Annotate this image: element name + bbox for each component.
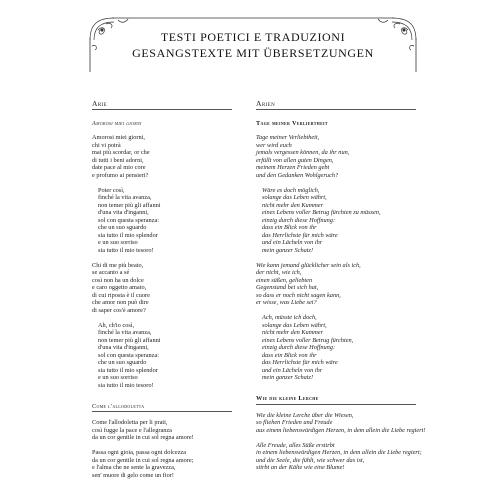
verse-line: d'una vita d'inganni, <box>98 209 149 216</box>
stanza <box>256 314 421 382</box>
section-heading-italian: Arie <box>92 100 232 110</box>
verse-line: e caro oggetto amato, <box>92 284 147 291</box>
verse-line: erfüllt von allen guten Dingen, <box>256 156 334 164</box>
verse-line: d'una vita d'inganni, <box>98 344 149 351</box>
verse-line: Chi di me più beato, <box>92 261 144 269</box>
verse-line: so fliehen Frieden und Freude <box>256 419 333 426</box>
verse-line: und die Seele, die fühlt, wie schwer das ist, <box>256 456 365 464</box>
stanza <box>92 187 242 255</box>
verse-line: Passa ogni gioia, passa ogni dolcezza <box>92 449 187 456</box>
verse-line: non temer più gli affanni <box>98 336 161 344</box>
verse-line: mai più scordar, or che <box>92 149 150 156</box>
verse-line: jemals vergessen können, da ihr nun, <box>256 149 350 156</box>
german-column <box>256 99 426 479</box>
stanza <box>92 262 242 315</box>
stanza <box>256 442 421 472</box>
verse-line: che un suo sguardo <box>98 224 147 231</box>
verse-line: solange das Leben währt, <box>262 321 327 329</box>
verse-line: wer wird euch <box>256 141 292 149</box>
verse-line: Poter così, <box>98 186 125 194</box>
verse-line: sia tutto il mio splendor <box>98 231 158 239</box>
verse-line: eines Lebens voller Betrug fürchten zu müssen, <box>262 209 381 216</box>
stanza <box>256 262 421 307</box>
verse-line: che amor non può dire <box>92 299 149 306</box>
italian-column <box>92 100 242 487</box>
verse-line: sol con questa speranza: <box>98 216 160 224</box>
song-title: Come l'allodoletta <box>92 403 232 413</box>
verse-line: das Herrlichste für mich wäre <box>262 359 338 366</box>
verse-line: dass ein Blick von ihr <box>262 224 317 231</box>
verse-line: und ein Lächeln von ihr <box>262 366 323 374</box>
verse-line: e profumo ai pensieri? <box>92 171 149 179</box>
song-title: Amorosi miei giorni <box>92 119 142 127</box>
verse-line: Wäre es doch möglich, <box>262 186 320 194</box>
verse-line: einen süßen, geliebten <box>256 276 313 284</box>
verse-line: das Herrlichste für mich wäre <box>262 231 338 239</box>
song-text <box>92 419 242 479</box>
verse-line: finché la vita avanza, <box>98 194 152 201</box>
verse-line: Alle Freude, alles Süße erstirbt <box>256 441 335 449</box>
verse-line: e un suo sorriso <box>98 239 138 246</box>
stanza <box>92 322 242 390</box>
verse-line: se accanto a sé <box>92 269 130 276</box>
verse-line: Gegenstand bei sich hat, <box>256 284 319 291</box>
stanza <box>256 187 421 255</box>
song-text <box>256 134 421 382</box>
verse-line: finché la vita avanza, <box>98 329 152 336</box>
song-text <box>92 134 242 389</box>
verse-line: einzig durch diese Hoffnung: <box>262 216 336 224</box>
song-title: Wie die kleine Lerche <box>256 395 416 405</box>
verse-line: Wie die kleine Lerche über die Wiesen, <box>256 411 354 419</box>
verse-line: Come l'allodoletta per li prati, <box>92 419 168 426</box>
stanza <box>92 134 242 179</box>
verse-line: der nicht, wie ich, <box>256 269 302 276</box>
verse-line: er wisse, was Liebe sei? <box>256 299 317 306</box>
verse-line: so dass er noch nicht sagen kann, <box>256 291 341 299</box>
verse-line: aus einem liebenswürdigen Herzen, in dem allein die Liebe regiert! <box>256 426 426 434</box>
verse-line: dass ein Blick von ihr <box>262 351 317 359</box>
verse-line: Wie kann jemand glücklicher sein als ich, <box>256 261 361 269</box>
verse-line: stirbt an der Kälte wie eine Blume! <box>256 464 345 471</box>
stanza <box>256 411 426 435</box>
header-frame <box>88 16 418 72</box>
verse-line: einzig durch diese Hoffnung: <box>262 344 336 351</box>
verse-line: Ah, ch'io così, <box>98 321 135 329</box>
verse-line: mein ganzer Schatz! <box>262 246 314 254</box>
verse-line: sia tutto il mio tesoro! <box>98 381 154 389</box>
stanza <box>92 449 242 479</box>
verse-line: chi vi potrà <box>92 141 121 149</box>
verse-line: und den Gedanken Wohlgeruch? <box>256 171 339 179</box>
verse-line: non temer più gli affanni <box>98 201 161 209</box>
verse-line: date pace al mio core <box>92 164 146 171</box>
verse-line: und ein Lächeln von ihr <box>262 239 323 246</box>
title-italian: TESTI POETICI E TRADUZIONI <box>160 30 346 44</box>
verse-line: nicht mehr den Kummer <box>262 329 324 336</box>
verse-line: di cui riposta è il cuore <box>92 291 150 299</box>
stanza <box>92 419 242 442</box>
verse-line: meinem Herzen Frieden gebt <box>256 164 330 171</box>
verse-line: così non ha un dolce <box>92 276 144 284</box>
verse-line: di tutti i beni adorni, <box>92 156 144 164</box>
verse-line: di saper cos'è amore? <box>92 306 146 314</box>
verse-line: eines Lebens voller Betrug fürchten, <box>262 336 354 344</box>
verse-line: e l'alma che ne sente la gravezza, <box>92 464 176 471</box>
verse-line: Ach, müsste ich doch, <box>262 314 317 321</box>
song-text <box>256 411 426 472</box>
verse-line: da un cor gentile in cui sol regna amore! <box>92 434 194 441</box>
verse-line: sia tutto il mio tesoro! <box>98 246 154 254</box>
verse-line: sia tutto il mio splendor <box>98 366 158 374</box>
verse-line: in einem liebenswürdigen Herzen, in dem allein die Liebe regiert; <box>256 449 422 456</box>
verse-line: che un suo sguardo <box>98 359 147 366</box>
verse-line: e un suo sorriso <box>98 374 138 381</box>
song-title: Tage meiner Verliebtheit <box>256 119 328 127</box>
verse-line: nicht mehr den Kummer <box>262 201 324 209</box>
title-german: GESANGSTEXTE MIT ÜBERSETZUNGEN <box>132 46 374 60</box>
verse-line: sen' muore di gelo come un fior! <box>92 471 174 479</box>
verse-line: mein ganzer Schatz! <box>262 374 314 381</box>
verse-line: da un cor gentile in cui sol regna amore; <box>92 456 194 464</box>
section-heading-german: Arien <box>256 100 416 110</box>
verse-line: sol con questa speranza: <box>98 351 160 359</box>
verse-line: solange das Leben währt, <box>262 194 327 201</box>
verse-line: Tage meiner Verliebtheit, <box>256 134 320 141</box>
verse-line: così fugge la pace e l'allegranza <box>92 426 172 434</box>
stanza <box>256 134 421 179</box>
verse-line: Amorosi miei giorni, <box>92 134 145 141</box>
